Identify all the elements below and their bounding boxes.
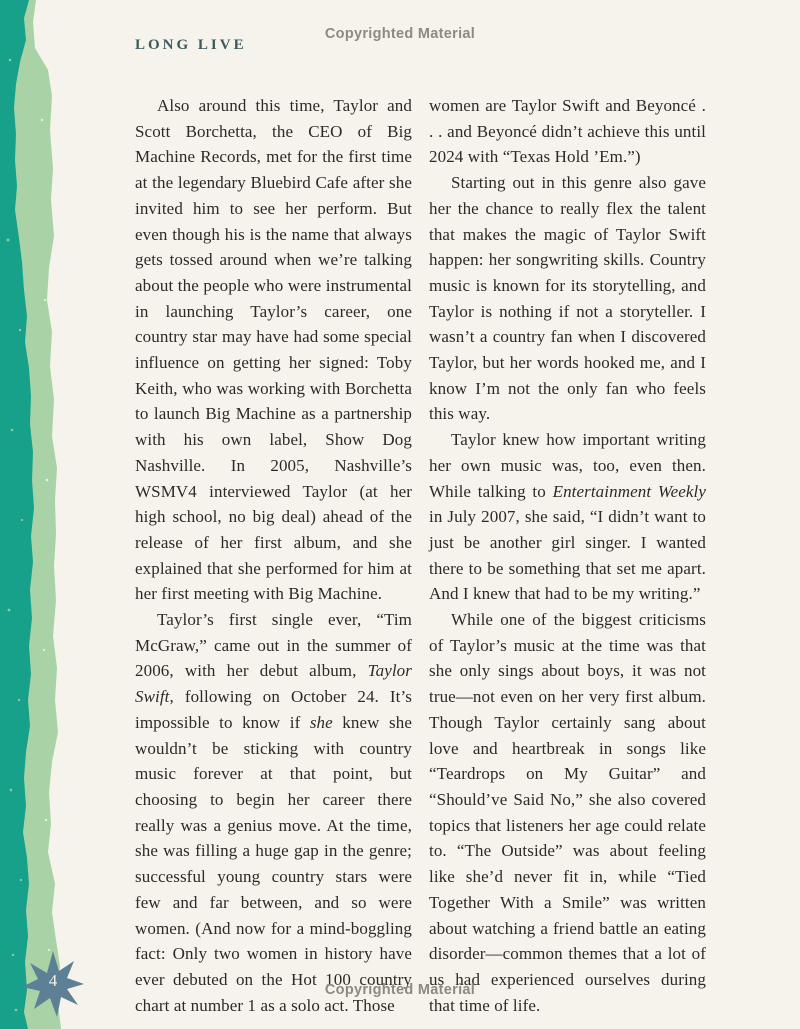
page-number: 4 bbox=[48, 971, 58, 990]
body-text: Also around this time, Taylor and Scott Borchetta, the CEO of Big Machine Records, met for the first time at the legendary Bluebird Cafe after she invited him to see her perform. But even though his is the name that always gets tossed around when we’re talking about the people who were instrumental in launching Taylor’s career, one country star may have had some special influence on getting her signed: Toby Keith, who was working with Borchetta to launch Big Machine as a partnership with his own label, Show Dog Nashville. In 2005, Nashville’s WSMV4 interviewed Taylor (at her high school, no big deal) ahead of the release of her first album, and she explained that she performed for him at her first meeting with Big Machine. bbox=[135, 96, 412, 604]
column-right bbox=[429, 93, 706, 1018]
paragraph bbox=[429, 170, 706, 427]
paragraph bbox=[135, 93, 412, 607]
column-left bbox=[135, 93, 412, 1018]
body-text: , following on October 24. It’s impossible to know if bbox=[135, 687, 412, 732]
italic-text: she bbox=[309, 712, 333, 732]
body-text: women are Taylor Swift and Beyoncé . . . and Beyoncé didn’t achieve this until 2024 with “Texas Hold ’Em.”) bbox=[429, 96, 706, 167]
running-head: LONG LIVE bbox=[135, 37, 247, 53]
paragraph bbox=[429, 93, 706, 170]
italic-text: Taylor Swift bbox=[135, 661, 412, 707]
body-text: knew she wouldn’t be sticking with country music forever at that point, but choosing to begin her career there really was a genius move. At the time, she was filling a huge gap in the genre; successful young country stars were few and far between, and so were women. (And now for a mind-boggling fact: Only two women in history have ever debuted on the Hot 100 country chart at number 1 as a solo act. Those bbox=[135, 712, 412, 1015]
copyright-notice-top: Copyrighted Material bbox=[324, 26, 476, 42]
paragraph bbox=[135, 607, 412, 1018]
painted-page-edge bbox=[0, 0, 70, 1029]
body-text: Taylor knew how important writing her own music was, too, even then. While talking to bbox=[429, 430, 706, 501]
article-body bbox=[135, 93, 707, 1018]
paragraph bbox=[429, 607, 706, 1018]
paragraph bbox=[429, 427, 706, 607]
body-text: While one of the biggest criticisms of Taylor’s music at the time was that she only sings about boys, it was not true—not even on her very first album. Though Taylor certainly sang about love and heartbreak in songs like “Teardrops on My Guitar” and “Should’ve Said No,” she also covered topics that listeners her age could relate to. “The Outside” was about feeling like she’d never fit in, while “Tied Together With a Smile” was written about watching a friend battle an eating disorder—common themes that a lot of us had experienced ourselves during that time of life. bbox=[429, 610, 706, 1015]
copyright-notice-bottom: Copyrighted Material bbox=[324, 982, 476, 998]
body-text: in July 2007, she said, “I didn’t want to just be another girl singer. I wanted there to be something that set me apart. And I knew that had to be my writing.” bbox=[429, 507, 706, 604]
italic-text: Entertainment Weekly bbox=[552, 481, 706, 501]
body-text: Starting out in this genre also gave her the chance to really flex the talent that makes the magic of Taylor Swift happen: her songwriting skills. Country music is known for its storytelling, and Taylor is nothing if not a storyteller. I wasn’t a country fan when I discovered Taylor, but her words hooked me, and I know I’m not the only fan who feels this way. bbox=[429, 173, 706, 424]
body-text: Taylor’s first single ever, “Tim McGraw,” came out in the summer of 2006, with her debut album, bbox=[135, 610, 412, 681]
